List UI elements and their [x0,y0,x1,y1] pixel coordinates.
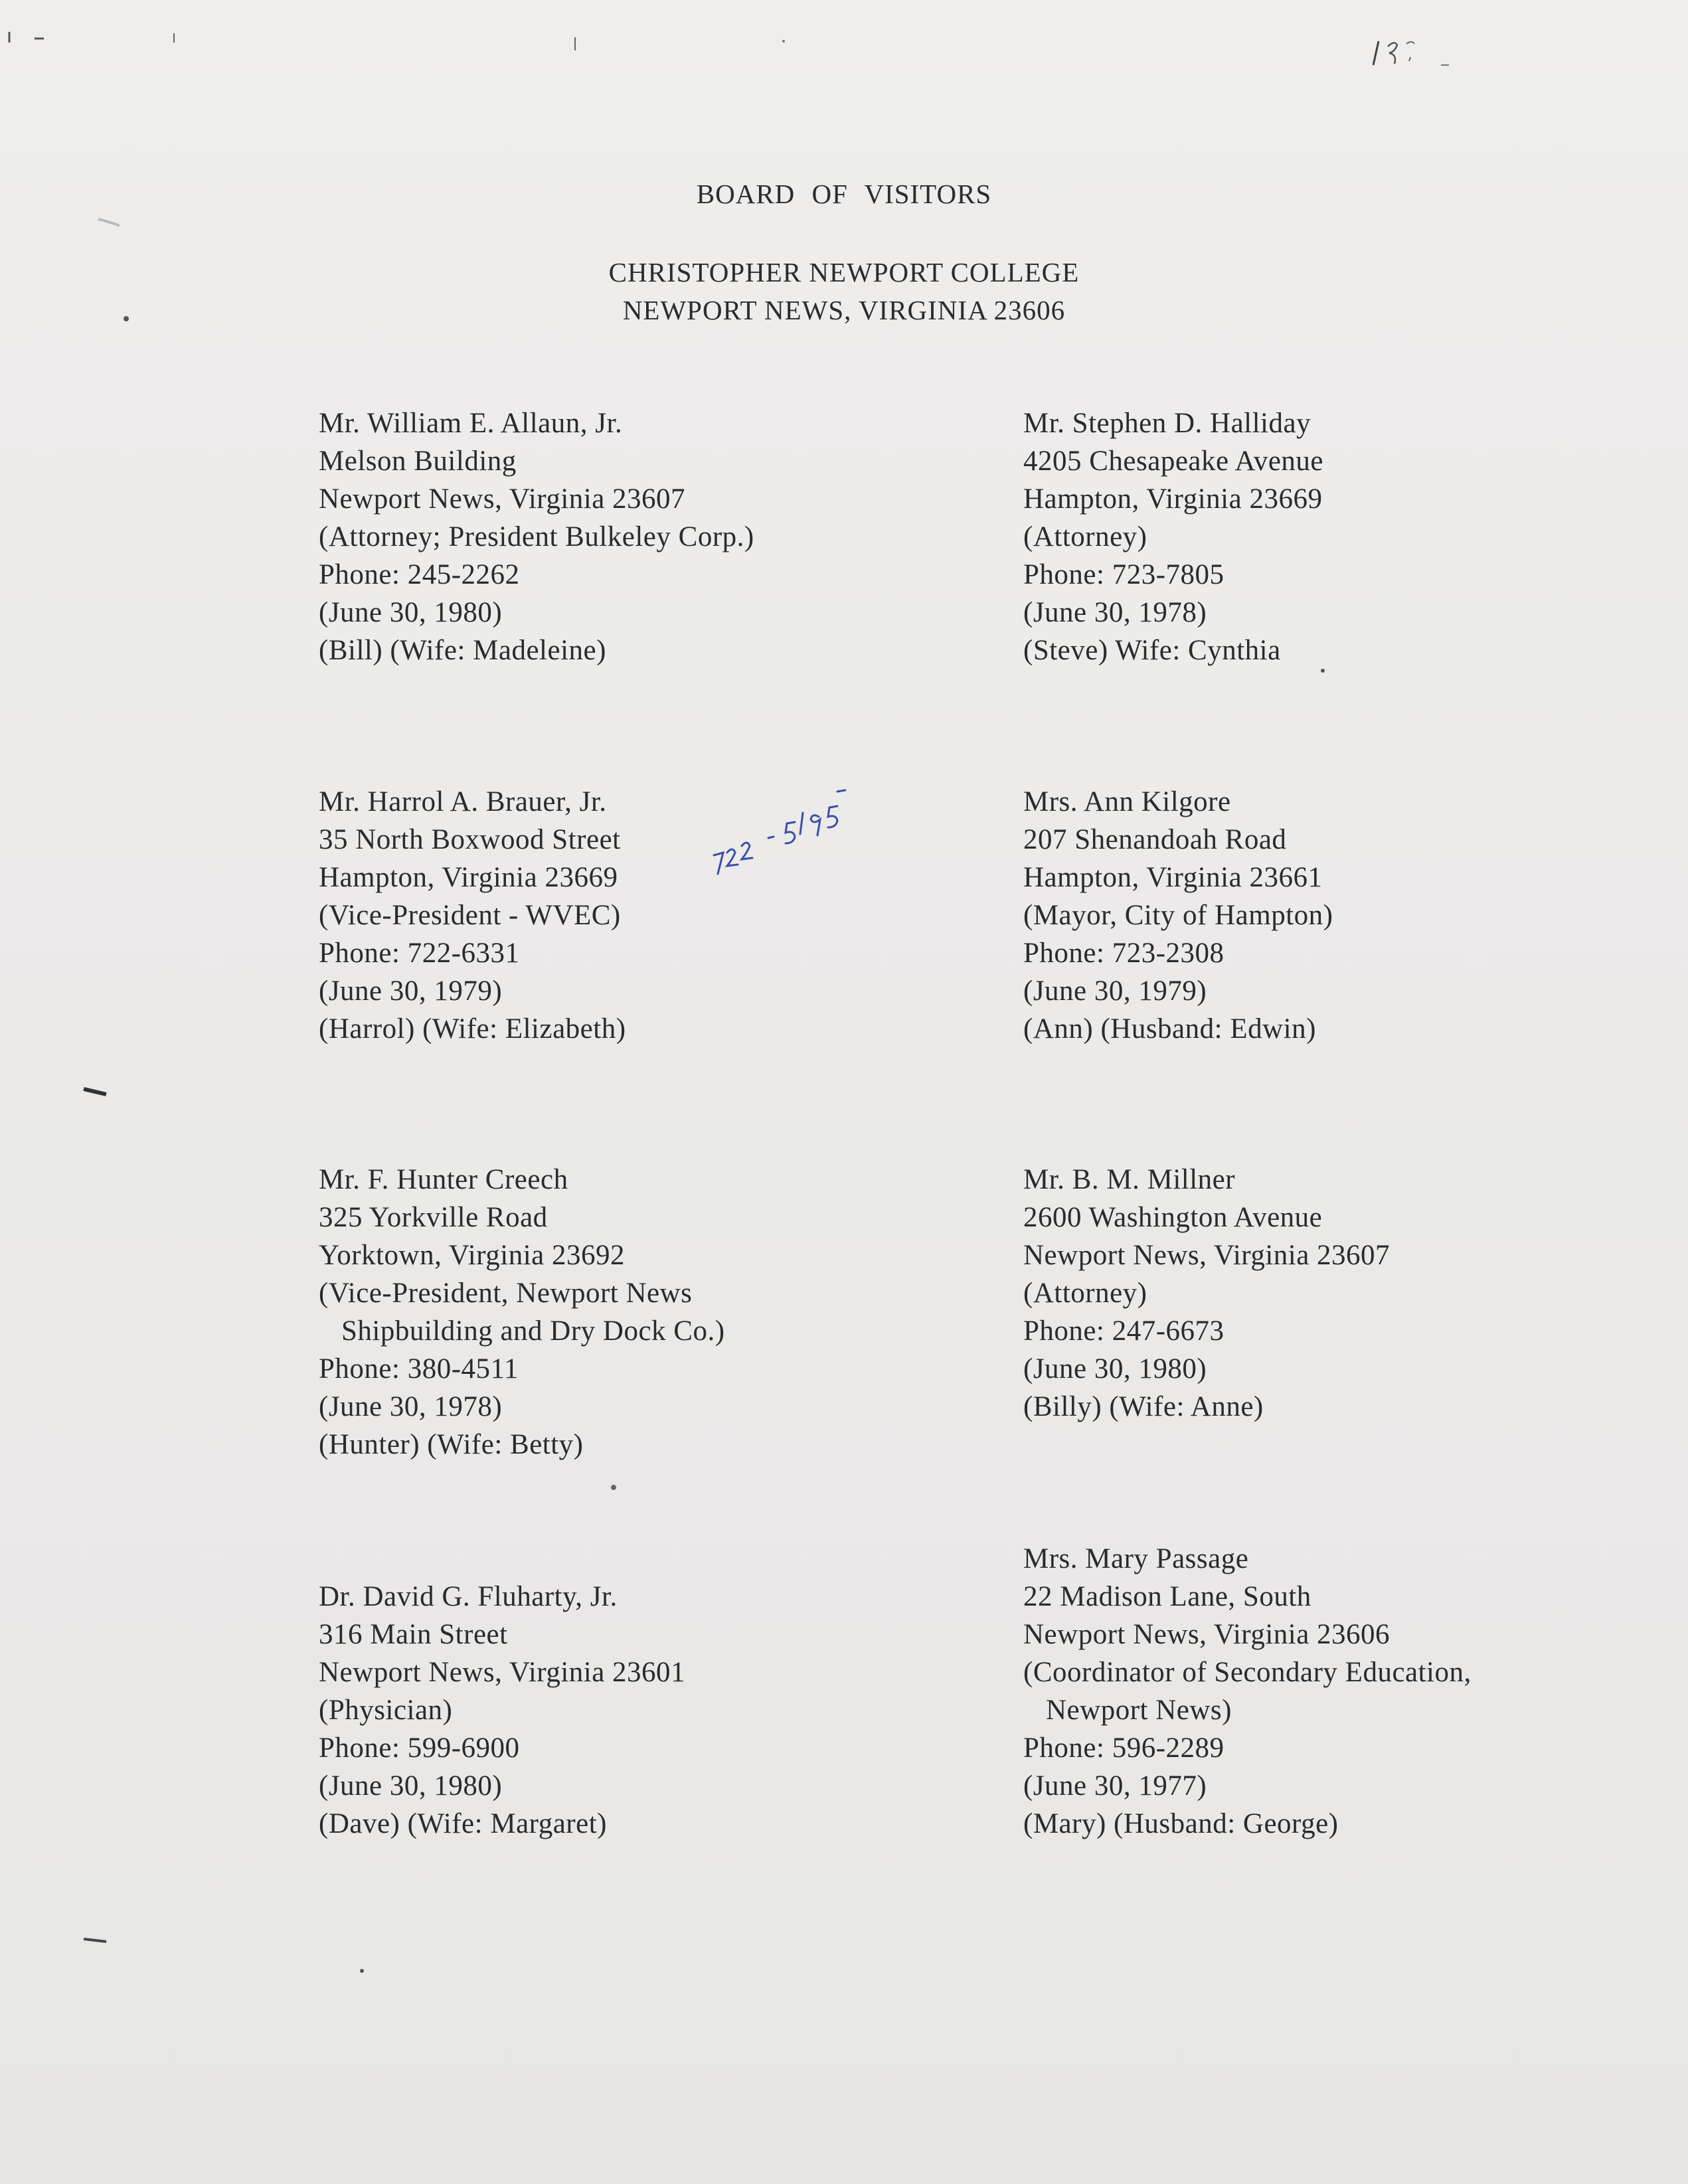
college-address: NEWPORT NEWS, VIRGINIA 23606 [622,295,1066,325]
member-phone: Phone: 380-4511 [319,1353,519,1385]
member-address: 35 North Boxwood Street [319,824,621,855]
member-name: Mr. William E. Allaun, Jr. [319,408,623,439]
member-phone: Phone: 723-2308 [1023,938,1224,969]
member-nickname: (Hunter) (Wife: Betty) [319,1429,584,1460]
member-entry-passage [1023,1540,1472,1843]
member-name: Mrs. Mary Passage [1023,1543,1249,1574]
member-phone: Phone: 722-6331 [319,938,520,969]
member-address: 22 Madison Lane, South [1023,1581,1311,1612]
member-name: Mr. Stephen D. Halliday [1023,408,1311,439]
member-term: (June 30, 1980) [319,1770,503,1802]
member-name: Mr. F. Hunter Creech [319,1164,568,1195]
member-occupation: (Attorney) [1023,521,1147,552]
member-entry-brauer [319,783,626,1048]
member-term: (June 30, 1980) [319,597,503,628]
member-term: (June 30, 1978) [319,1391,503,1422]
member-phone: Phone: 247-6673 [1023,1315,1224,1347]
member-phone: Phone: 599-6900 [319,1732,520,1764]
member-city: Newport News, Virginia 23607 [1023,1240,1391,1271]
member-nickname: (Ann) (Husband: Edwin) [1023,1013,1316,1045]
member-address: 4205 Chesapeake Avenue [1023,446,1324,477]
member-entry-creech [319,1161,725,1464]
member-nickname: (Dave) (Wife: Margaret) [319,1808,607,1839]
member-address: 207 Shenandoah Road [1023,824,1287,855]
member-name: Mrs. Ann Kilgore [1023,786,1231,817]
member-city: Newport News, Virginia 23606 [1023,1619,1391,1650]
member-city: Newport News, Virginia 23607 [319,483,686,515]
member-city: Yorktown, Virginia 23692 [319,1240,625,1271]
member-entry-allaun [319,404,754,669]
document-title: BOARD OF VISITORS [696,179,992,209]
member-name: Dr. David G. Fluharty, Jr. [319,1581,618,1612]
member-occupation-continued: Shipbuilding and Dry Dock Co.) [341,1315,725,1347]
member-phone: Phone: 723-7805 [1023,559,1224,590]
member-occupation: (Physician) [319,1695,453,1726]
member-phone: Phone: 596-2289 [1023,1732,1224,1764]
member-city: Hampton, Virginia 23669 [319,862,618,893]
member-city: Hampton, Virginia 23661 [1023,862,1323,893]
member-occupation-continued: Newport News) [1046,1695,1232,1726]
member-entry-kilgore [1023,783,1333,1048]
member-occupation: (Vice-President - WVEC) [319,900,621,931]
member-nickname: (Mary) (Husband: George) [1023,1808,1339,1839]
member-entry-halliday [1023,404,1323,669]
member-city: Newport News, Virginia 23601 [319,1657,686,1688]
handwritten-phone-annotation [707,777,880,883]
member-city: Hampton, Virginia 23669 [1023,483,1323,515]
member-term: (June 30, 1978) [1023,597,1207,628]
member-address: 2600 Washington Avenue [1023,1202,1323,1233]
member-term: (June 30, 1980) [1023,1353,1207,1385]
college-name: CHRISTOPHER NEWPORT COLLEGE [608,257,1080,288]
member-address: 325 Yorkville Road [319,1202,548,1233]
member-entry-millner [1023,1161,1390,1426]
member-term: (June 30, 1977) [1023,1770,1207,1802]
member-address: Melson Building [319,446,517,477]
member-occupation: (Attorney; President Bulkeley Corp.) [319,521,754,552]
member-occupation: (Mayor, City of Hampton) [1023,900,1333,931]
member-occupation: (Attorney) [1023,1278,1147,1309]
member-nickname: (Harrol) (Wife: Elizabeth) [319,1013,626,1045]
member-term: (June 30, 1979) [1023,975,1207,1007]
member-entry-fluharty [319,1578,685,1843]
page-number-scribble [1368,35,1461,74]
member-nickname: (Steve) Wife: Cynthia [1023,635,1281,666]
member-term: (June 30, 1979) [319,975,503,1007]
member-name: Mr. Harrol A. Brauer, Jr. [319,786,607,817]
member-nickname: (Bill) (Wife: Madeleine) [319,635,606,666]
member-nickname: (Billy) (Wife: Anne) [1023,1391,1264,1422]
member-name: Mr. B. M. Millner [1023,1164,1236,1195]
member-occupation: (Coordinator of Secondary Education, [1023,1657,1472,1688]
member-address: 316 Main Street [319,1619,508,1650]
member-phone: Phone: 245-2262 [319,559,520,590]
member-occupation: (Vice-President, Newport News [319,1278,693,1309]
